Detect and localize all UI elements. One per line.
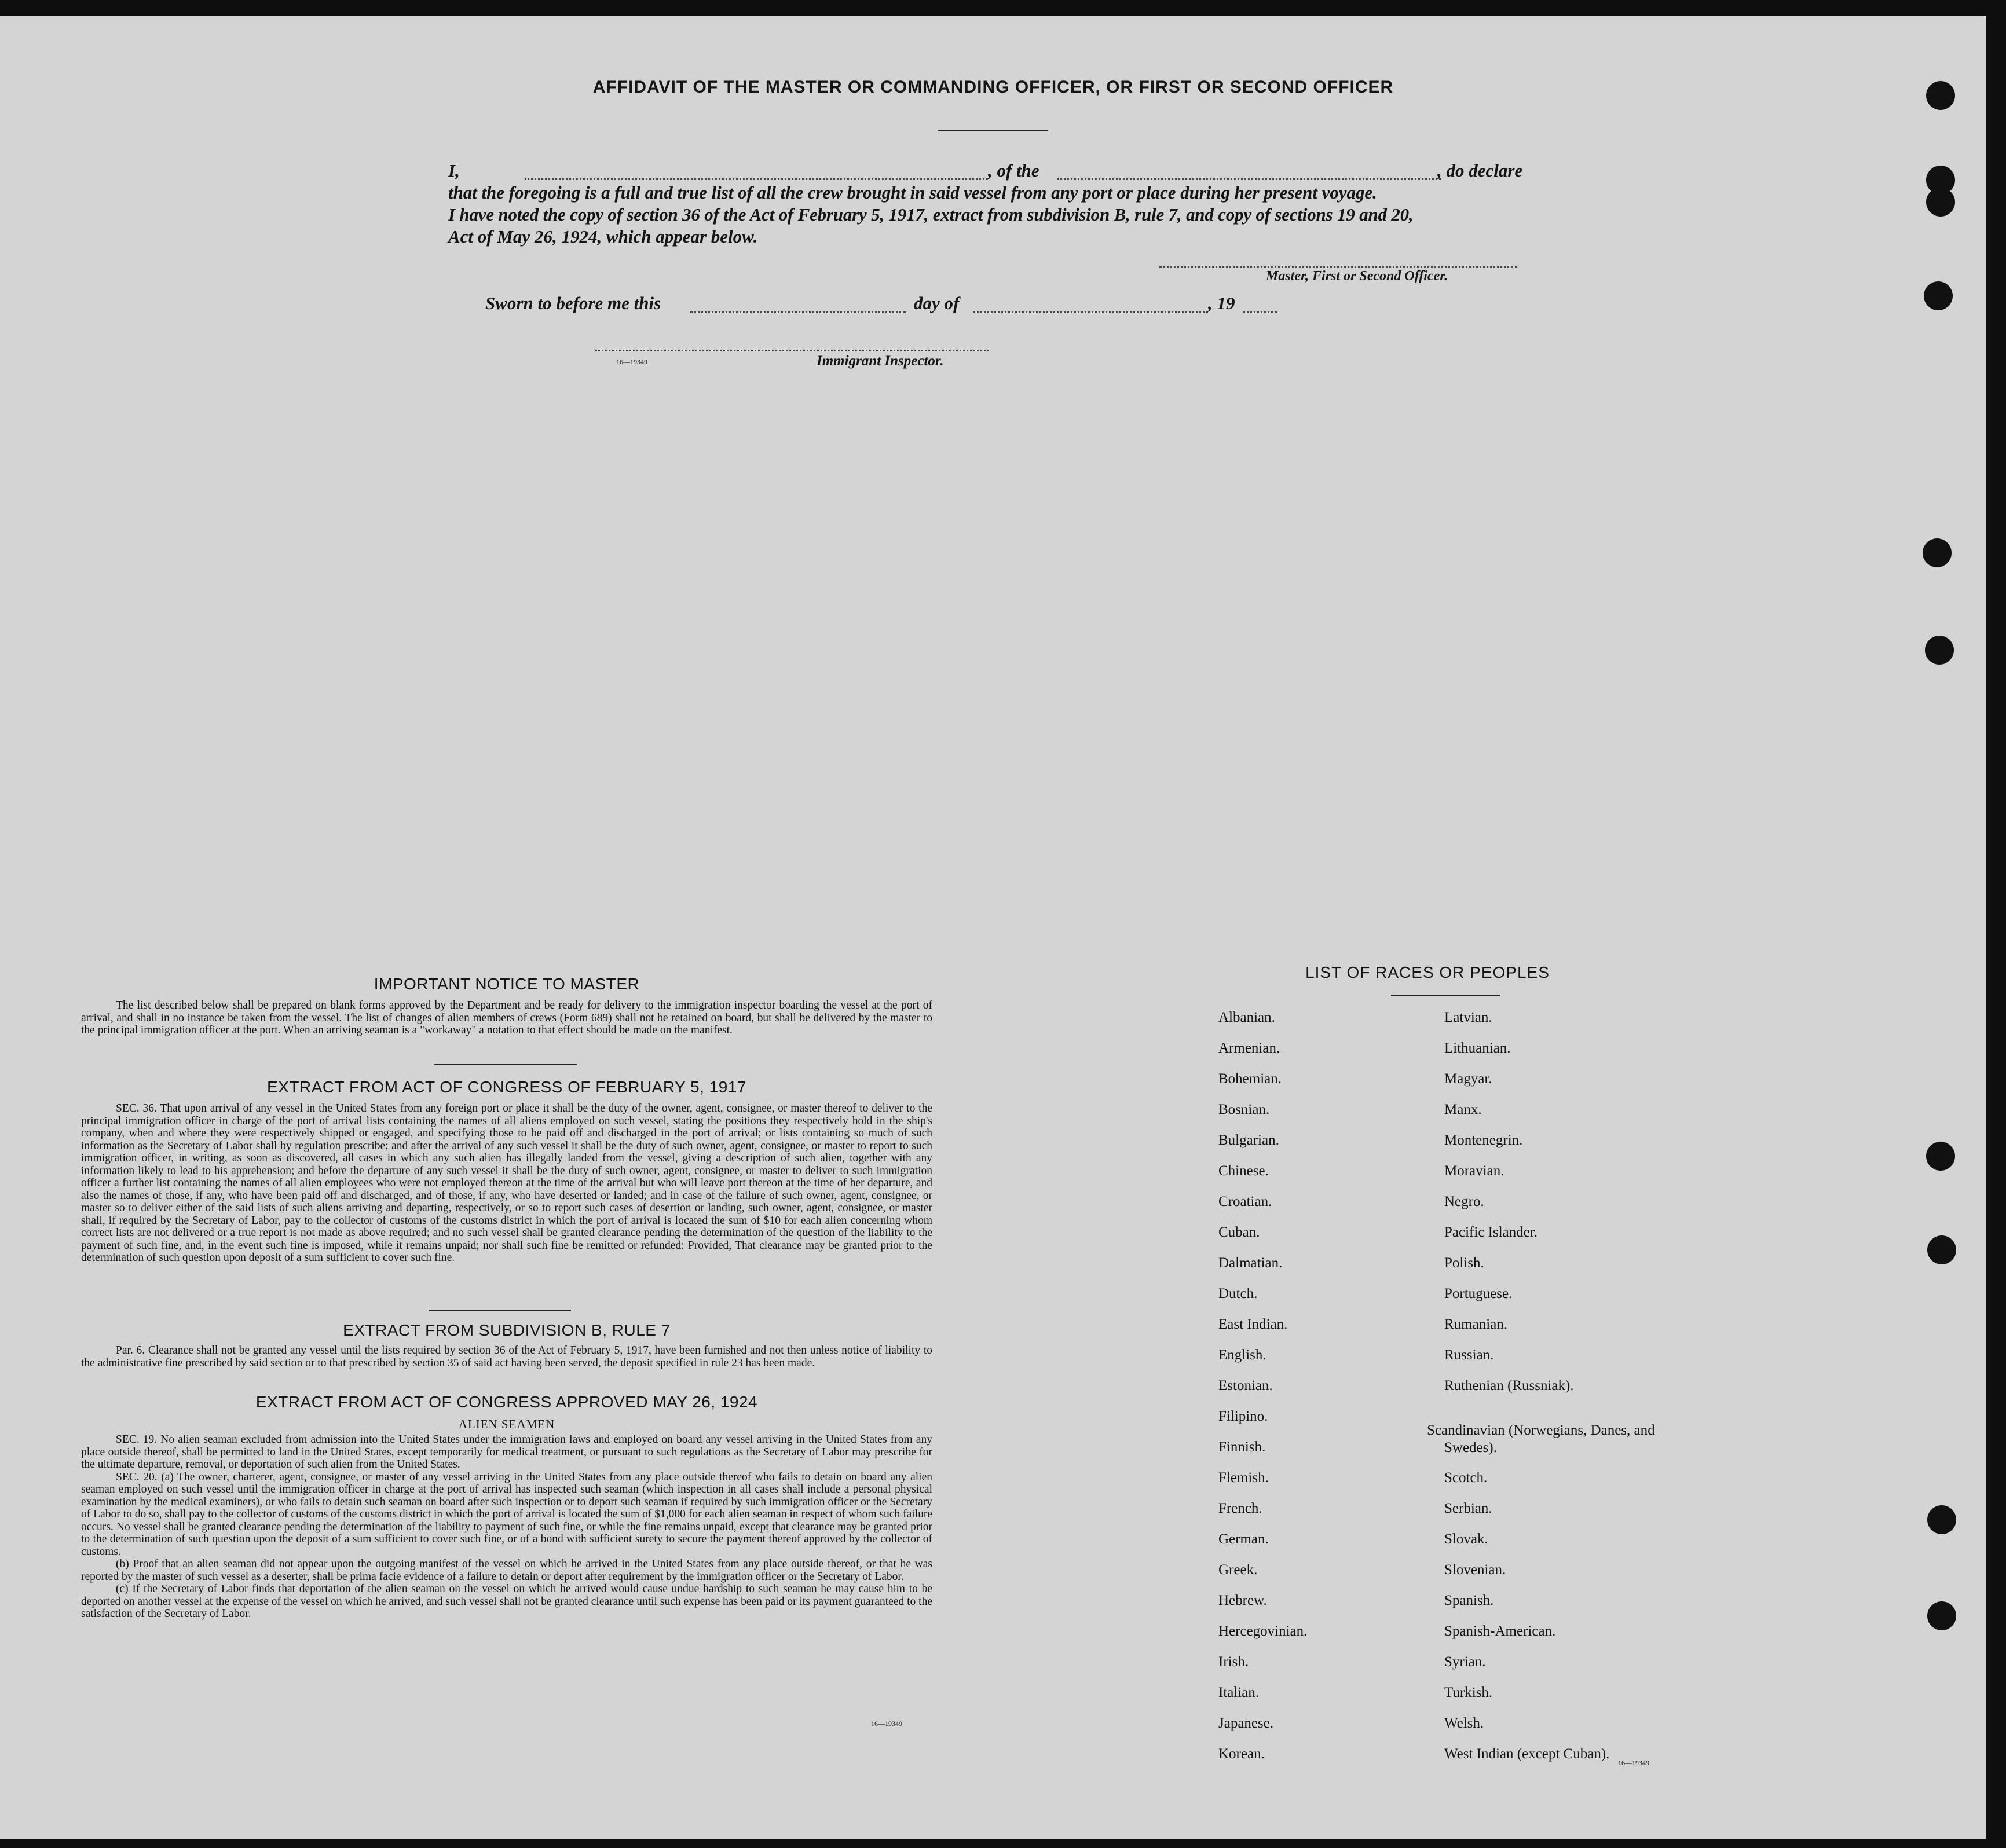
race-item: Bohemian.: [1218, 1071, 1282, 1087]
sworn-month-field[interactable]: [973, 311, 1208, 313]
notice-divider: [434, 1064, 577, 1065]
form-number-top: 16—19349: [616, 358, 647, 366]
punch-hole: [1926, 1142, 1955, 1171]
act-1917-divider: [429, 1310, 571, 1311]
sec-19: SEC. 19. No alien seaman excluded from admission into the United States under the immigration laws and employed on board any vessel arriving in the United States from any place outside thereof, shall be permitted to land in the United States, except temporarily for medical treatment, or pursuant to such regulations as the Secretary of Labor may prescribe for the ultimate departure, removal, or deportation of such alien from the United States.: [81, 1433, 932, 1471]
signature-label: Master, First or Second Officer.: [1266, 269, 1448, 284]
race-item: Hercegovinian.: [1218, 1623, 1308, 1639]
race-item: Magyar.: [1444, 1071, 1492, 1087]
race-item: Scotch.: [1444, 1470, 1488, 1486]
affidavit-do-declare: , do declare: [1437, 160, 1523, 181]
race-item: Irish.: [1218, 1654, 1249, 1670]
race-item: Lithuanian.: [1444, 1040, 1511, 1056]
sworn-day-field[interactable]: [690, 311, 906, 313]
race-item: Spanish-American.: [1444, 1623, 1556, 1639]
form-number-races: 16—19349: [1618, 1759, 1649, 1767]
notice-title: IMPORTANT NOTICE TO MASTER: [374, 975, 640, 993]
punch-hole: [1925, 636, 1954, 665]
race-item: Bulgarian.: [1218, 1132, 1279, 1148]
race-item: Slovenian.: [1444, 1562, 1506, 1578]
race-item: Turkish.: [1444, 1685, 1493, 1700]
race-item: Flemish.: [1218, 1470, 1269, 1486]
affidavit-line-4: Act of May 26, 1924, which appear below.: [448, 226, 758, 247]
name-field[interactable]: [525, 178, 988, 180]
form-number-middle: 16—19349: [871, 1719, 902, 1728]
affidavit-title: AFFIDAVIT OF THE MASTER OR COMMANDING OFFICER, OR FIRST OR SECOND OFFICER: [592, 78, 1394, 97]
punch-hole: [1926, 188, 1955, 217]
race-item: East Indian.: [1218, 1317, 1288, 1332]
race-item: Dutch.: [1218, 1286, 1258, 1301]
race-item: Croatian.: [1218, 1194, 1272, 1209]
race-item: Estonian.: [1218, 1378, 1273, 1394]
year-prefix: , 19: [1208, 293, 1235, 313]
affidavit-of-the: , of the: [988, 160, 1039, 181]
race-item: Filipino.: [1218, 1409, 1268, 1424]
sec-20a: SEC. 20. (a) The owner, charterer, agent, consignee, or master of any vessel arriving in the United States from any place outside thereof who fails to detain on board any alien seaman employed on such vessel until the immigration officer in charge at the port of arrival has inspected such seaman (which inspection in all cases shall include a personal physical examination by the medical examiners), or who fails to detain such seaman on board after such inspection or to deport such seaman if required by such immigration officer or the Secretary of Labor to do so, shall pay to the collector of customs of the customs district in which the port of arrival is located the sum of $1,000 for each alien seaman in respect of whom such failure occurs. No vessel shall be granted clearance pending the determination of the liability to payment of such fine, or while the fine remains unpaid, except that clearance may be granted prior to the determination of such question upon the deposit of a sum sufficient to cover such fine, or of a bond with sufficient surety to secure the payment thereof approved by the collector of customs.: [81, 1471, 932, 1558]
race-item: Latvian.: [1444, 1010, 1492, 1025]
sec-20b: (b) Proof that an alien seaman did not appear upon the outgoing manifest of the vessel on which he arrived in the United States from any place outside thereof, or that he was reported by the master of such vessel as a deserter, shall be prima facie evidence of a failure to detain or deport after requirement by the immigration officer or the Secretary of Labor.: [81, 1558, 932, 1583]
race-item: Hebrew.: [1218, 1593, 1267, 1608]
affidavit-line-1: [448, 160, 460, 182]
race-item: Montenegrin.: [1444, 1132, 1523, 1148]
race-item: Spanish.: [1444, 1593, 1494, 1608]
day-of-label: day of: [914, 293, 960, 313]
sworn-year-field[interactable]: [1243, 311, 1277, 313]
race-item: Pacific Islander.: [1444, 1224, 1538, 1240]
race-item: French.: [1218, 1501, 1262, 1516]
race-item: Finnish.: [1218, 1439, 1266, 1455]
race-item: Russian.: [1444, 1347, 1494, 1363]
race-item: Armenian.: [1218, 1040, 1280, 1056]
affidavit-i: I,: [448, 160, 460, 181]
race-item: Dalmatian.: [1218, 1255, 1283, 1271]
vessel-field[interactable]: [1057, 178, 1441, 180]
race-item: Moravian.: [1444, 1163, 1504, 1179]
race-item: English.: [1218, 1347, 1266, 1363]
affidavit-line-2: that the foregoing is a full and true list of all the crew brought in said vessel from any port or place during her present voyage.: [448, 182, 1377, 203]
race-item: Greek.: [1218, 1562, 1258, 1578]
act-1917-body: SEC. 36. That upon arrival of any vessel in the United States from any foreign port or place it shall be the duty of the owner, agent, consignee, or master thereof to deliver to the principal immigration officer in charge of the port of arrival lists containing the names of all aliens employed on such vessel, stating the positions they respectively hold in the ship's company, when and where they were respectively shipped or engaged, and specifying those to be paid off and discharged in the port of arrival; or lists containing so much of such information as the Secretary of Labor shall by regulation prescribe; and after the arrival of any such vessel it shall be the duty of such owner, agent, consignee, or master to report to such immigration officer, in writing, as soon as discovered, all cases in which any such alien has illegally landed from the vessel, giving a description of such alien, together with any information likely to lead to his apprehension; and before the departure of any such vessel it shall be the duty of such owner, agent, consignee, or master to deliver to such immigration officer a further list containing the names of all alien employees who were not employed thereon at the time of the arrival but who will leave port thereon at the time of her departure, and also the names of those, if any, who have been paid off and discharged, and of those, if any, who have deserted or landed; and in case of the failure of such owner, agent, consignee, or master so to deliver either of the said lists of such aliens arriving and departing, respectively, or so to report such cases of desertion or landing, such owner, agent, consignee, or master shall, if required by the Secretary of Labor, pay to the collector of customs of the customs district in which the port of arrival is located the sum of $10 for each alien concerning whom correct lists are not delivered or a true report is not made as above required; and no such vessel shall be granted clearance pending the determination of the question of the liability to the payment of such fine, and, in the event such fine is imposed, while it remains unpaid; nor shall such fine be remitted or refunded: Provided, That clearance may be granted prior to the determination of such question upon deposit of a sum sufficient to cover such fine.: [81, 1102, 932, 1264]
race-item: Scandinavian (Norwegians, Danes, and Swedes).: [1427, 1422, 1655, 1455]
races-title: LIST OF RACES OR PEOPLES: [1305, 963, 1550, 981]
act-1917-title: EXTRACT FROM ACT OF CONGRESS OF FEBRUARY 5, 1917: [267, 1078, 746, 1096]
punch-hole: [1924, 281, 1953, 310]
affidavit-line-3: I have noted the copy of section 36 of the Act of February 5, 1917, extract from subdivision B, rule 7, and copy of sections 19 and 20,: [448, 204, 1414, 225]
punch-hole: [1926, 81, 1955, 110]
race-item: West Indian (except Cuban).: [1444, 1746, 1610, 1762]
race-item: Italian.: [1218, 1685, 1260, 1700]
race-item: Chinese.: [1218, 1163, 1269, 1179]
rule7-body: Par. 6. Clearance shall not be granted any vessel until the lists required by section 36 of the Act of February 5, 1917, have been furnished and not then unless notice of liability to the administrative fine prescribed by said section or to that prescribed by section 35 of said act having been served, the deposit specified in rule 23 has been made.: [81, 1344, 932, 1369]
form-sheet: [0, 16, 1986, 1839]
race-item: Japanese.: [1218, 1715, 1274, 1731]
act-1924-body: [81, 1433, 932, 1620]
race-item: Cuban.: [1218, 1224, 1260, 1240]
notice-body: The list described below shall be prepared on blank forms approved by the Department and be ready for delivery to the immigration inspector boarding the vessel at the port of arrival, and shall in no instance be taken from the vessel. The list of changes of alien members of crews (Form 689) shall not be retained on board, but shall be delivered by the master to the principal immigration officer at the port. When an arriving seaman is a "workaway" a notation to that effect should be made on the manifest.: [81, 999, 932, 1036]
race-item: Negro.: [1444, 1194, 1484, 1209]
race-item: Ruthenian (Russniak).: [1444, 1378, 1574, 1394]
sec-20c: (c) If the Secretary of Labor finds that deportation of the alien seaman on the vessel on which he arrived would cause undue hardship to such seaman he may cause him to be deported on another vessel at the expense of the vessel on which he arrived, and such vessel shall not be granted clearance until such expense has been paid or its payment guaranteed to the satisfaction of the Secretary of Labor.: [81, 1583, 932, 1620]
race-item: Welsh.: [1444, 1715, 1484, 1731]
race-item: German.: [1218, 1531, 1269, 1547]
act-1924-title: EXTRACT FROM ACT OF CONGRESS APPROVED MAY 26, 1924: [255, 1393, 758, 1411]
sworn-label: Sworn to before me this: [485, 293, 661, 313]
punch-hole: [1927, 1601, 1956, 1630]
race-item: Serbian.: [1444, 1501, 1492, 1516]
race-item: Manx.: [1444, 1102, 1482, 1117]
alien-seamen-subtitle: ALIEN SEAMEN: [458, 1417, 555, 1431]
rule7-title: EXTRACT FROM SUBDIVISION B, RULE 7: [343, 1321, 671, 1339]
race-item: Slovak.: [1444, 1531, 1488, 1547]
title-underline: [938, 130, 1048, 131]
race-item: Albanian.: [1218, 1010, 1275, 1025]
punch-hole: [1927, 1235, 1956, 1264]
punch-hole: [1927, 1505, 1956, 1534]
inspector-signature-field[interactable]: [595, 350, 989, 351]
race-item: Rumanian.: [1444, 1317, 1508, 1332]
inspector-label: Immigrant Inspector.: [817, 353, 944, 369]
race-item: Bosnian.: [1218, 1102, 1270, 1117]
race-item: Syrian.: [1444, 1654, 1486, 1670]
punch-hole: [1923, 538, 1952, 567]
race-item: Polish.: [1444, 1255, 1484, 1271]
race-item: Portuguese.: [1444, 1286, 1513, 1301]
race-item: Korean.: [1218, 1746, 1265, 1762]
races-underline: [1391, 995, 1500, 996]
signature-field[interactable]: [1159, 266, 1517, 268]
